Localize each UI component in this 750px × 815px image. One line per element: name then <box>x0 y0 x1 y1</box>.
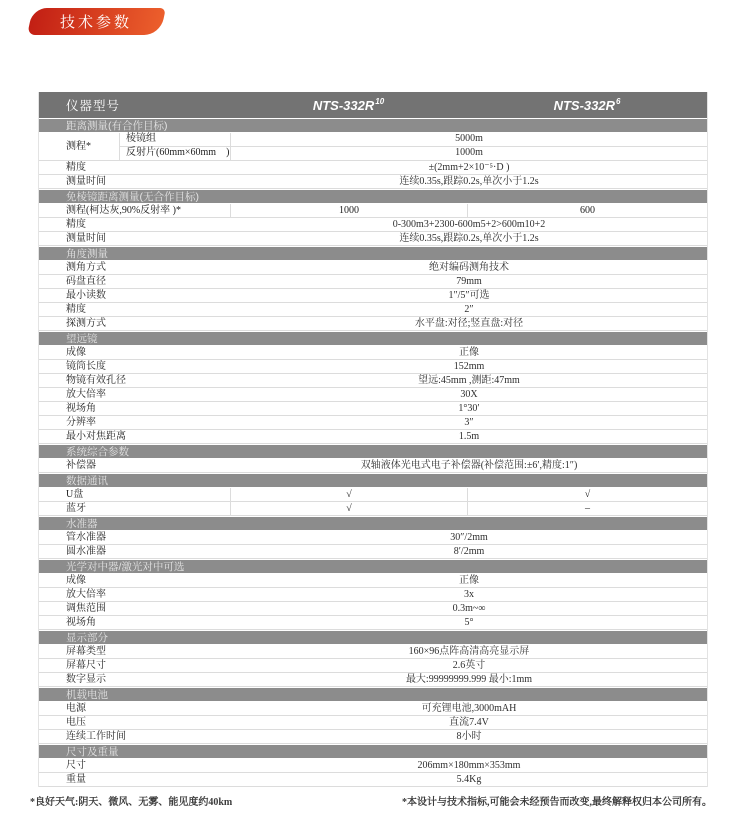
spec-label: 屏幕类型 <box>66 645 106 657</box>
table-row <box>39 574 707 588</box>
spec-value: 最大:99999999.999 最小:1mm <box>405 673 533 685</box>
spec-value: 望远:45mm ,测距:47mm <box>418 374 520 386</box>
spec-label: 测程* <box>66 140 91 152</box>
spec-label: 成像 <box>66 574 86 586</box>
table-row <box>39 204 707 218</box>
instrument-model-label: 仪器型号 <box>66 99 121 113</box>
spec-label: 电压 <box>66 716 86 728</box>
spec-value: 连续0.35s,跟踪0.2s,单次小于1.2s <box>399 175 539 187</box>
spec-value: 1.5m <box>458 430 480 442</box>
spec-value: 直流7.4V <box>449 716 489 728</box>
spec-value: 双轴液体光电式电子补偿器(补偿范围:±6′,精度:1″) <box>360 459 578 471</box>
spec-value: 3″ <box>464 416 474 428</box>
table-row <box>39 161 707 175</box>
spec-value-model-2: – <box>585 502 590 514</box>
table-row <box>39 659 707 673</box>
spec-label: 视场角 <box>66 402 96 414</box>
section-header <box>39 516 707 531</box>
spec-value: 5° <box>464 616 474 628</box>
spec-label: 数字显示 <box>66 673 106 685</box>
table-row <box>39 716 707 730</box>
spec-label: 视场角 <box>66 616 96 628</box>
table-row <box>39 388 707 402</box>
spec-label: 测量时间 <box>66 232 106 244</box>
spec-value-model-2: √ <box>584 488 591 500</box>
spec-label: U盘 <box>39 488 231 501</box>
spec-label: 测程(柯达灰,90%反射率 )* <box>39 204 231 217</box>
spec-label: 圆水准器 <box>66 545 106 557</box>
section-header <box>39 189 707 204</box>
spec-label: 精度 <box>66 218 86 230</box>
spec-table-header <box>39 92 707 118</box>
spec-value: 206mm×180mm×353mm <box>417 759 521 771</box>
spec-label: 精度 <box>66 161 86 173</box>
spec-sublabel: 棱镜组 <box>119 133 231 146</box>
section-header <box>39 246 707 261</box>
table-subrow <box>119 133 707 147</box>
spec-label: 调焦范围 <box>66 602 106 614</box>
spec-value: 2″ <box>464 303 474 315</box>
spec-label: 放大倍率 <box>66 388 106 400</box>
section-title: 数据通讯 <box>66 475 108 487</box>
spec-value: 5000m <box>455 133 483 145</box>
spec-label: 成像 <box>66 346 86 358</box>
spec-value-model-1: 1000 <box>231 204 468 217</box>
model-1-sup: 10 <box>375 96 385 106</box>
spec-value: 30X <box>460 388 478 400</box>
table-row <box>39 588 707 602</box>
section-header <box>39 444 707 459</box>
spec-value: 79mm <box>456 275 482 287</box>
table-row <box>39 702 707 716</box>
footnote-left: *良好天气:阴天、微风、无雾、能见度约40km <box>30 797 233 808</box>
tech-params-badge <box>27 8 166 35</box>
table-row <box>39 218 707 232</box>
table-row <box>39 261 707 275</box>
table-row <box>39 602 707 616</box>
table-row <box>39 275 707 289</box>
spec-label: 精度 <box>66 303 86 315</box>
spec-value: 5.4Kg <box>456 773 482 785</box>
table-row <box>39 346 707 360</box>
table-row <box>39 673 707 687</box>
nested-subrows <box>119 133 707 160</box>
spec-value: 可充锂电池,3000mAH <box>421 702 517 714</box>
table-row <box>39 133 707 161</box>
section-title: 水准器 <box>66 518 98 530</box>
section-title: 免棱镜距离测量(无合作目标) <box>66 191 199 203</box>
model-2-sup: 6 <box>615 96 621 106</box>
section-header <box>39 559 707 574</box>
spec-value: 绝对编码测角技术 <box>429 261 509 273</box>
section-title: 角度测量 <box>66 248 108 260</box>
spec-label: 补偿器 <box>66 459 96 471</box>
tech-params-badge-label: 技术参数 <box>60 14 133 31</box>
spec-value: 水平盘:对径;竖直盘:对径 <box>414 317 524 329</box>
spec-label: 管水准器 <box>66 531 106 543</box>
table-row <box>39 531 707 545</box>
spec-value-model-1: √ <box>231 502 468 515</box>
spec-label: 连续工作时间 <box>66 730 126 742</box>
section-title: 望远镜 <box>66 333 98 345</box>
table-row <box>39 502 707 516</box>
spec-label: 重量 <box>66 773 86 785</box>
spec-label: 电源 <box>66 702 86 714</box>
spec-value: 连续0.35s,跟踪0.2s,单次小于1.2s <box>399 232 539 244</box>
model-2-name: NTS-332R <box>553 97 615 113</box>
footnotes <box>30 793 712 808</box>
spec-label: 镜筒长度 <box>66 360 106 372</box>
table-row <box>39 773 707 787</box>
spec-label: 屏幕尺寸 <box>66 659 106 671</box>
spec-value: ±(2mm+2×10⁻⁵·D ) <box>428 161 510 173</box>
section-header <box>39 687 707 702</box>
section-header <box>39 473 707 488</box>
spec-value: 8小时 <box>456 730 482 742</box>
table-row <box>39 289 707 303</box>
section-title: 尺寸及重量 <box>66 746 119 758</box>
spec-label: 最小读数 <box>66 289 106 301</box>
spec-value: 1″/5″可选 <box>448 289 490 301</box>
spec-value: 1°30′ <box>458 402 480 414</box>
spec-value: 30″/2mm <box>450 531 488 543</box>
table-row <box>39 175 707 189</box>
table-row <box>39 759 707 773</box>
spec-value: 2.6英寸 <box>452 659 486 671</box>
spec-value: 160×96点阵高清高亮显示屏 <box>408 645 530 657</box>
spec-label: 测角方式 <box>66 261 106 273</box>
section-title: 系统综合参数 <box>66 446 129 458</box>
spec-label: 最小对焦距离 <box>66 430 126 442</box>
table-row <box>39 616 707 630</box>
spec-value: 正像 <box>459 346 479 358</box>
spec-value: 0.3m~∞ <box>452 602 486 614</box>
section-header <box>39 331 707 346</box>
section-title: 距离测量(有合作目标) <box>66 120 168 132</box>
model-column-1 <box>230 92 467 118</box>
spec-value: 0-300m3+2300-600m5+2>600m10+2 <box>392 218 546 230</box>
table-row <box>39 459 707 473</box>
spec-table-rows <box>39 118 707 787</box>
section-title: 机载电池 <box>66 689 108 701</box>
spec-label: 蓝牙 <box>39 502 231 515</box>
section-header <box>39 118 707 133</box>
table-row <box>39 430 707 444</box>
table-row <box>39 488 707 502</box>
spec-sublabel: 反射片(60mm×60mm ) <box>119 147 231 160</box>
spec-value: 1000m <box>455 147 483 159</box>
spec-value: 正像 <box>459 574 479 586</box>
spec-value: 152mm <box>453 360 485 372</box>
spec-value-model-1: √ <box>231 488 468 501</box>
spec-value-model-2: 600 <box>580 204 595 216</box>
spec-label: 物镜有效孔径 <box>66 374 126 386</box>
spec-table <box>38 92 708 787</box>
table-row <box>39 360 707 374</box>
table-row <box>39 232 707 246</box>
table-row <box>39 317 707 331</box>
section-title: 光学对中器/激光对中可选 <box>66 561 185 573</box>
table-subrow <box>119 147 707 160</box>
spec-label: 探测方式 <box>66 317 106 329</box>
table-row <box>39 545 707 559</box>
spec-label: 码盘直径 <box>66 275 106 287</box>
table-row <box>39 730 707 744</box>
spec-value: 3x <box>464 588 474 600</box>
section-header <box>39 630 707 645</box>
footnote-right: *本设计与技术指标,可能会未经预告而改变,最终解释权归本公司所有。 <box>402 797 712 808</box>
spec-value: 8′/2mm <box>453 545 485 557</box>
spec-label: 放大倍率 <box>66 588 106 600</box>
section-title: 显示部分 <box>66 632 108 644</box>
spec-label: 尺寸 <box>66 759 86 771</box>
model-1-name: NTS-332R <box>312 97 375 113</box>
table-row <box>39 303 707 317</box>
table-row <box>39 645 707 659</box>
table-row <box>39 402 707 416</box>
spec-label: 测量时间 <box>66 175 106 187</box>
spec-label: 分辨率 <box>66 416 96 428</box>
table-row <box>39 374 707 388</box>
table-row <box>39 416 707 430</box>
section-header <box>39 744 707 759</box>
model-column-2 <box>467 92 707 118</box>
